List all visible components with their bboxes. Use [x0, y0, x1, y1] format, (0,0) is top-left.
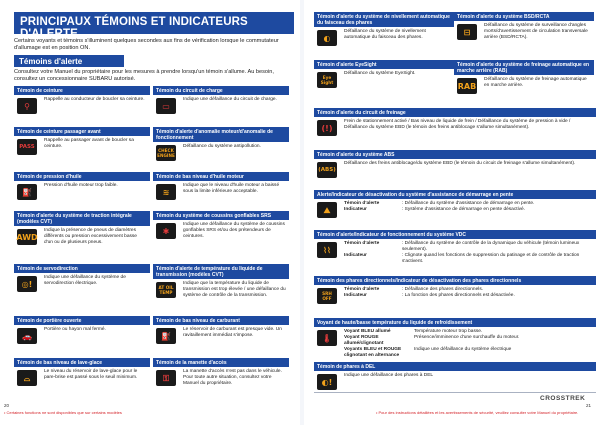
card-text: Défaillance des freins antiblocage/du système EBD (le témoin du circuit de freinage s'allume simultanément).: [344, 161, 576, 166]
card-title: Témoin d'alerte d'anomalie moteur/d'anomalie de fonctionnement: [153, 127, 289, 142]
card-text: Défaillance du système EyeSight.: [344, 71, 416, 76]
card-text: Indique que la température du liquide de transmission est trop élevée / une défaillance du système de contrôle de la transmission.: [183, 281, 286, 298]
bsd-rcta-icon-glyph: ⊟: [463, 27, 471, 37]
eyesight-icon-glyph: Eye Sight: [320, 75, 334, 85]
check-engine-icon: [156, 145, 176, 161]
footer-note: • Certaines fonctions ne sont disponibles que sur certains modèles: [4, 410, 122, 415]
oil-level-icon: [156, 184, 176, 200]
card-text: Indique une défaillance du système de coussins gonflables SRS et/ou des prétendeurs de ceintures.: [183, 222, 285, 239]
warning-card: [153, 358, 289, 403]
table-row: [344, 347, 593, 359]
warning-card: [14, 172, 150, 209]
warning-card: [153, 86, 289, 125]
led-headlight-card: [314, 362, 596, 391]
warning-card: [454, 12, 594, 51]
card-title: Témoin de bas niveau de carburant: [153, 316, 289, 325]
hill-start-icon-glyph: ⛰: [323, 205, 331, 215]
card-text: Le niveau du réservoir de lave-glace pour le pare-brise est passé sous le seuil minimum.: [44, 369, 138, 380]
row-value: : Défaillance des phares directionnels.: [402, 287, 484, 292]
card-title: Témoin d'alerte de température du liquide de transmission (modèles CVT): [153, 264, 289, 279]
steering-icon-glyph: ◎!: [21, 279, 33, 289]
srh-card: [314, 276, 596, 313]
awd-icon-glyph: AWD: [16, 232, 38, 242]
row-value: Présence/imminence d'une surchauffe du moteur.: [414, 335, 520, 340]
vdc-icon: [317, 242, 337, 258]
row-label: Voyant ROUGE allumé/clignotant: [344, 335, 384, 346]
steering-icon: [17, 276, 37, 292]
rab-icon-glyph: RAB: [457, 81, 477, 91]
page-number: 20: [4, 403, 10, 408]
card-title: Témoin de phares à DEL: [314, 362, 596, 371]
row-value: : Système d'assistance de démarrage en pente désactivé.: [402, 207, 526, 212]
warning-card: [153, 172, 289, 209]
row-value: Indique une défaillance du système électrique: [414, 347, 512, 352]
brand-logo: CROSSTREK: [540, 395, 586, 402]
card-text: Indique une défaillance du système de servodirection électrique.: [44, 275, 126, 286]
card-title: Témoin de la manette d'accès: [153, 358, 289, 367]
warning-card: [153, 316, 289, 357]
abs-icon-glyph: (ABS): [318, 166, 336, 173]
card-title: Témoin de ceinture passager avant: [14, 127, 150, 136]
warning-card: [153, 127, 289, 171]
srh-off-icon: [317, 288, 337, 304]
abs-icon: [317, 162, 337, 178]
right-page: [304, 0, 600, 425]
card-title: Témoin de bas niveau d'huile moteur: [153, 172, 289, 181]
card-title: Témoin d'alerte/Indicateur de fonctionnement du système VDC: [314, 230, 596, 239]
key-icon-glyph: ⚿: [162, 373, 170, 383]
table-row: [344, 207, 593, 213]
seatbelt-icon-glyph: ⚲: [24, 101, 30, 111]
brake-icon-glyph: (!): [321, 123, 333, 133]
oil-can-icon: [17, 184, 37, 200]
check-engine-icon-glyph: CHECK ENGINE: [157, 148, 175, 158]
battery-icon-glyph: ▭: [162, 101, 170, 111]
coolant-card: [314, 318, 596, 357]
warning-card: [14, 264, 150, 314]
row-value: Température moteur trop basse.: [414, 329, 483, 334]
passenger-seatbelt-icon-glyph: PASS: [19, 143, 35, 150]
intro-text: Certains voyants et témoins s'illuminent quelques secondes aux fins de vérification lorsque le commutateur d'allumage est en position ON.: [14, 38, 279, 51]
card-title: Témoin d'alerte du système ABS: [314, 150, 596, 159]
page-number-right: 21: [586, 403, 592, 408]
card-title: Témoin d'alerte du circuit de freinage: [314, 108, 596, 117]
card-title: Témoin d'alerte du système de traction intégrale (modèles CVT): [14, 211, 150, 226]
card-text: Défaillance du système de freinage automatique en marche arrière.: [484, 77, 587, 88]
card-text: Indique la présence de pneus de diamètres différents ou pression excessivement basse d'un ou de plusieurs pneus.: [44, 228, 137, 245]
card-title: Témoin d'alerte du système BSD/RCTA: [454, 12, 594, 21]
table-row: [344, 241, 593, 253]
section-title: Témoins d'alerte: [14, 55, 124, 67]
row-label: Indicateur: [344, 207, 367, 212]
vdc-icon-glyph: ⌇⌇: [323, 245, 331, 255]
row-label: Témoin d'alerte: [344, 201, 380, 206]
coolant-temp-icon-glyph: 🌡: [321, 333, 333, 343]
at-oil-temp-icon-glyph: AT OIL TEMP: [158, 285, 174, 295]
key-icon: [156, 370, 176, 386]
hill-start-icon: [317, 202, 337, 218]
washer-fluid-icon-glyph: ⌓: [23, 373, 31, 383]
rab-icon: [457, 78, 477, 94]
at-oil-temp-icon: [156, 282, 176, 298]
row-label: Indicateur: [344, 253, 367, 258]
card-text: Pression d'huile moteur trop faible.: [44, 183, 118, 188]
intro-text-2: Consultez votre Manuel du propriétaire pour les mesures à prendre lorsqu'un témoin s'allume. Au besoin, consultez un concessionnaire SUBARU autorisé.: [14, 69, 274, 82]
card-title: Témoin d'alerte du système de nivellement automatique du faisceau des phares: [314, 12, 454, 27]
table-row: [344, 293, 593, 299]
card-title: Témoin de servodirection: [14, 264, 150, 273]
card-title: Témoin de bas niveau de lave-glace: [14, 358, 150, 367]
oil-can-icon-glyph: ⛽: [22, 187, 32, 197]
warning-card: [14, 211, 150, 263]
card-title: Voyant de haute/basse température du liquide de refroidissement: [314, 318, 596, 327]
srh-off-icon-glyph: SRH OFF: [322, 291, 332, 301]
table-row: [344, 253, 593, 265]
warning-card: [314, 60, 454, 99]
vdc-card: [314, 230, 596, 273]
warning-card: [314, 12, 454, 57]
row-value: : Clignote quand les fonctions de suppression du patinage et de contrôle de traction s'activent.: [402, 253, 580, 264]
eyesight-icon: [317, 72, 337, 88]
card-text: Défaillance du système antipollution.: [183, 144, 261, 149]
seatbelt-icon: [17, 98, 37, 114]
card-text: Frein de stationnement activé / Bas niveau de liquide de frein / Défaillance du système de pression à vide / Défaillance du système EBD (le témoin des freins antiblocage s'allume simultanément).: [344, 119, 571, 130]
row-label: Voyants BLEU et ROUGE clignotant en alternance: [344, 347, 402, 358]
washer-fluid-icon: [17, 370, 37, 386]
card-text: Rappelle au passager avant de boucler sa ceinture.: [44, 138, 134, 149]
row-label: Voyant BLEU allumé: [344, 329, 391, 334]
card-text: Le réservoir de carburant est presque vide. Un ravitaillement immédiat s'impose.: [183, 327, 282, 338]
card-text: La manette d'accès n'est pas dans le véhicule. Pour toute autre situation, consultez votre Manuel du propriétaire.: [183, 369, 282, 386]
footer-note-right: • Pour des instructions détaillées et les avertissements de sécurité, veuillez consulter votre Manuel du propriétaire.: [376, 410, 579, 415]
card-text: Indique que le niveau d'huile moteur a baissé sous la limite inférieure acceptable.: [183, 183, 280, 194]
warning-card: [14, 86, 150, 125]
door-open-icon: [17, 328, 37, 344]
warning-card: [14, 358, 150, 403]
card-text: Défaillance du système de nivellement automatique du faisceau des phares.: [344, 29, 426, 40]
headlight-leveling-icon: [317, 30, 337, 46]
card-title: Alerte/Indicateur de désactivation du système d'assistance de démarrage en pente: [314, 190, 596, 199]
card-title: Témoin de portière ouverte: [14, 316, 150, 325]
awd-icon: [17, 229, 37, 245]
airbag-icon: [156, 223, 176, 239]
card-text: Indique une défaillance du circuit de charge.: [183, 97, 277, 102]
passenger-seatbelt-icon: [17, 139, 37, 155]
fuel-pump-icon: [156, 328, 176, 344]
headlight-leveling-icon-glyph: ◐: [323, 33, 331, 43]
bsd-rcta-icon: [457, 24, 477, 40]
table-row: [344, 335, 593, 347]
card-title: Témoin du système de coussins gonflables SRS: [153, 211, 289, 220]
row-value: : La fonction des phares directionnels est désactivée.: [402, 293, 515, 298]
card-title: Témoin d'alerte EyeSight: [314, 60, 454, 69]
hill-start-card: [314, 190, 596, 225]
card-text: Portière ou hayon mal fermé.: [44, 327, 106, 332]
card-title: Témoin du circuit de charge: [153, 86, 289, 95]
row-label: Indicateur: [344, 293, 367, 298]
coolant-temp-icon: [317, 330, 337, 346]
airbag-icon-glyph: ✱: [162, 226, 170, 236]
row-label: Témoin d'alerte: [344, 241, 380, 246]
row-value: : Défaillance du système d'assistance de démarrage en pente.: [402, 201, 535, 206]
warning-card: [153, 211, 289, 257]
battery-icon: [156, 98, 176, 114]
warning-card: [14, 127, 150, 170]
led-headlight-icon: [317, 374, 337, 390]
brake-warning-card: [314, 108, 596, 147]
led-headlight-icon-glyph: ◐!: [321, 377, 333, 387]
card-text: Rappelle au conducteur de boucler sa ceinture.: [44, 97, 145, 102]
card-title: Témoin de pression d'huile: [14, 172, 150, 181]
card-title: Témoin de ceinture: [14, 86, 150, 95]
card-text: Indique une défaillance des phares à DEL: [344, 373, 434, 378]
warning-card: [153, 264, 289, 315]
abs-warning-card: [314, 150, 596, 181]
warning-card: [14, 316, 150, 357]
fuel-pump-icon-glyph: ⛽: [161, 331, 171, 341]
card-title: Témoin des phares directionnels/Indicateur de désactivation des phares directionnels: [314, 276, 596, 285]
card-text: Défaillance du système de surveillance d'angles morts/d'avertissement de circulation transversale arrière (BSD/RCTA).: [484, 23, 588, 40]
card-title: Témoin d'alerte du système de freinage automatique en marche arrière (RAB): [454, 60, 594, 75]
row-value: : Défaillance du système de contrôle de la dynamique du véhicule (témoin lumineux seulement).: [402, 241, 580, 252]
warning-card: [454, 60, 594, 105]
brake-icon: [317, 120, 337, 136]
oil-level-icon-glyph: ≋: [162, 187, 170, 197]
row-label: Témoin d'alerte: [344, 287, 380, 292]
door-open-icon-glyph: 🚗: [22, 331, 32, 341]
page-title: PRINCIPAUX TÉMOINS ET INDICATEURS D'ALERTE: [14, 12, 294, 34]
bottom-rule: [314, 392, 596, 393]
